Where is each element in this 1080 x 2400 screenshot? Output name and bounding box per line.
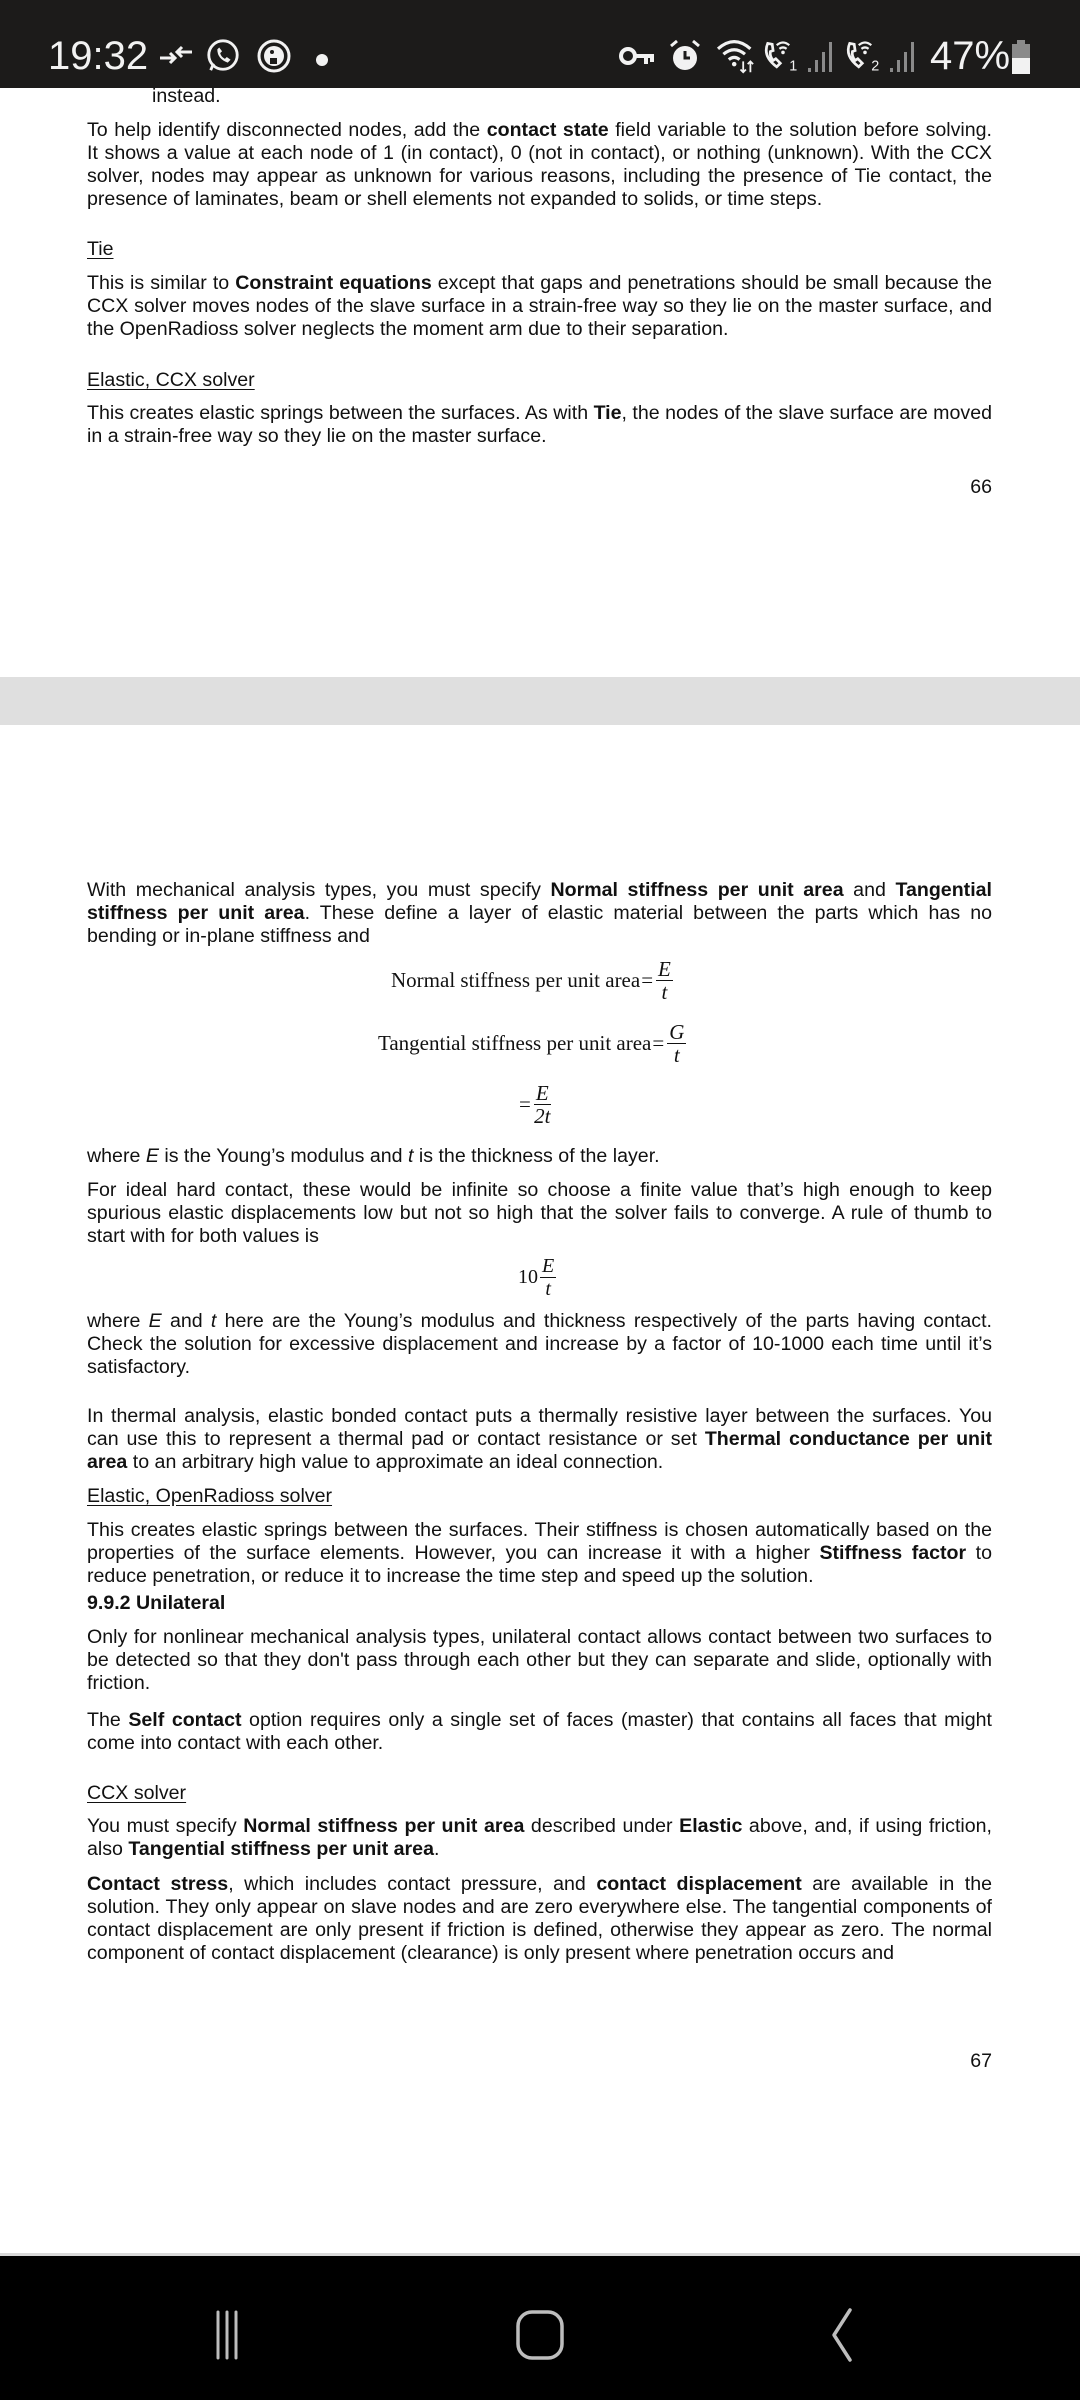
- signal-sim2-icon: [888, 38, 918, 74]
- paragraph-contact-stress: Contact stress, which includes contact pressure, and contact displacement are available in the solution. They only appear on slave nodes and are zero everywhere else. The tangential components of contact displacement are only present if friction is defined, otherwise they appear as zero. The normal component of contact displacement (clearance) is only present where penetration occurs and: [87, 1873, 992, 1964]
- equation-tangential-stiffness: Tangential stiffness per unit area = $\frac{G}{t}$: [378, 1020, 685, 1067]
- wifi-calling-sim1-icon: [760, 38, 806, 74]
- battery-icon: [1010, 40, 1032, 76]
- status-time: 19:32: [48, 34, 149, 78]
- paragraph-ideal-contact: For ideal hard contact, these would be infinite so choose a finite value that’s high enough to keep spurious elastic displacements low but not so high that the solver fails to converge. A rule of thumb to start with for both values is: [87, 1179, 992, 1247]
- duckduckgo-icon: [256, 38, 292, 74]
- page-number-67: 67: [970, 2050, 992, 2072]
- equation-tangential-continued: = $\frac{E}{2t}$: [519, 1081, 551, 1128]
- page-66: [0, 88, 1080, 677]
- status-bar: [0, 0, 1080, 88]
- page-67: [0, 725, 1080, 2253]
- data-transfer-icon: [158, 38, 194, 74]
- vpn-key-icon: [618, 38, 656, 74]
- paragraph-where-parts: where E and t here are the Young’s modulus and thickness respectively of the parts having contact. Check the solution for excessive displacement and increase by a factor of 10-1000 each time until it’s satisfactory.: [87, 1310, 992, 1378]
- continued-line: instead.: [152, 88, 221, 107]
- recent-apps-icon[interactable]: [206, 2304, 266, 2364]
- battery-percent: 47%: [930, 34, 1011, 78]
- page-separator: [0, 677, 1080, 725]
- navigation-bar: [0, 2253, 1080, 2400]
- svg-text:2: 2: [871, 58, 880, 74]
- pdf-viewer[interactable]: [0, 88, 1080, 2253]
- equation-normal-stiffness: Normal stiffness per unit area = $\frac{E}{t}$: [391, 957, 671, 1004]
- notification-dot-icon: [316, 54, 328, 66]
- heading-tie: Tie: [87, 238, 114, 260]
- paragraph-tie: This is similar to Constraint equations except that gaps and penetrations should be small because the CCX solver moves nodes of the slave surface in a strain-free way so they lie on the master surface, and the OpenRadioss solver neglects the moment arm due to their separation.: [87, 272, 992, 340]
- paragraph-unilateral: Only for nonlinear mechanical analysis types, unilateral contact allows contact between two surfaces to be detected so that they don't pass through each other but they can separate and slide, optionally with friction.: [87, 1626, 992, 1694]
- paragraph-mechanical: With mechanical analysis types, you must specify Normal stiffness per unit area and Tangential stiffness per unit area. These define a layer of elastic material between the parts which has no bending or in-plane stiffness and: [87, 879, 992, 947]
- heading-elastic-ccx: Elastic, CCX solver: [87, 369, 255, 391]
- paragraph-contact-state: To help identify disconnected nodes, add the contact state field variable to the solution before solving. It shows a value at each node of 1 (in contact), 0 (not in contact), or nothing (unknown). With the CCX solver, nodes may appear as unknown for various reasons, including the presence of Tie contact, the presence of laminates, beam or shell elements not expanded to solids, or time steps.: [87, 119, 992, 210]
- heading-ccx-solver: CCX solver: [87, 1782, 187, 1804]
- heading-elastic-openradioss: Elastic, OpenRadioss solver: [87, 1485, 333, 1507]
- paragraph-self-contact: The Self contact option requires only a single set of faces (master) that contains all faces that might come into contact with each other.: [87, 1709, 992, 1754]
- paragraph-ccx-solver: You must specify Normal stiffness per unit area described under Elastic above, and, if using friction, also Tangential stiffness per unit area.: [87, 1815, 993, 1860]
- paragraph-elastic-ccx: This creates elastic springs between the surfaces. As with Tie, the nodes of the slave surface are moved in a strain-free way so they lie on the master surface.: [87, 402, 992, 447]
- wifi-calling-sim2-icon: [842, 38, 888, 74]
- paragraph-where-definitions: where E is the Young’s modulus and t is the thickness of the layer.: [87, 1145, 660, 1167]
- page-number-66: 66: [970, 476, 992, 498]
- signal-sim1-icon: [806, 38, 836, 74]
- equation-rule-of-thumb: 10 $\frac{E}{t}$: [518, 1255, 555, 1300]
- wifi-icon: [714, 38, 758, 74]
- whatsapp-icon: [204, 38, 242, 74]
- heading-unilateral: 9.9.2 Unilateral: [87, 1592, 226, 1614]
- alarm-icon: [668, 38, 702, 74]
- back-icon[interactable]: [810, 2304, 870, 2364]
- paragraph-elastic-openradioss: This creates elastic springs between the surfaces. Their stiffness is chosen automatically based on the properties of the surface elements. However, you can increase it with a higher Stiffness factor to reduce penetration, or reduce it to increase the time step and speed up the solution.: [87, 1519, 992, 1587]
- svg-text:1: 1: [789, 58, 798, 74]
- paragraph-thermal: In thermal analysis, elastic bonded contact puts a thermally resistive layer between the surfaces. You can use this to represent a thermal pad or contact resistance or set Thermal conductance per unit area to an arbitrary high value to approximate an ideal connection.: [87, 1405, 992, 1473]
- home-icon[interactable]: [510, 2304, 570, 2364]
